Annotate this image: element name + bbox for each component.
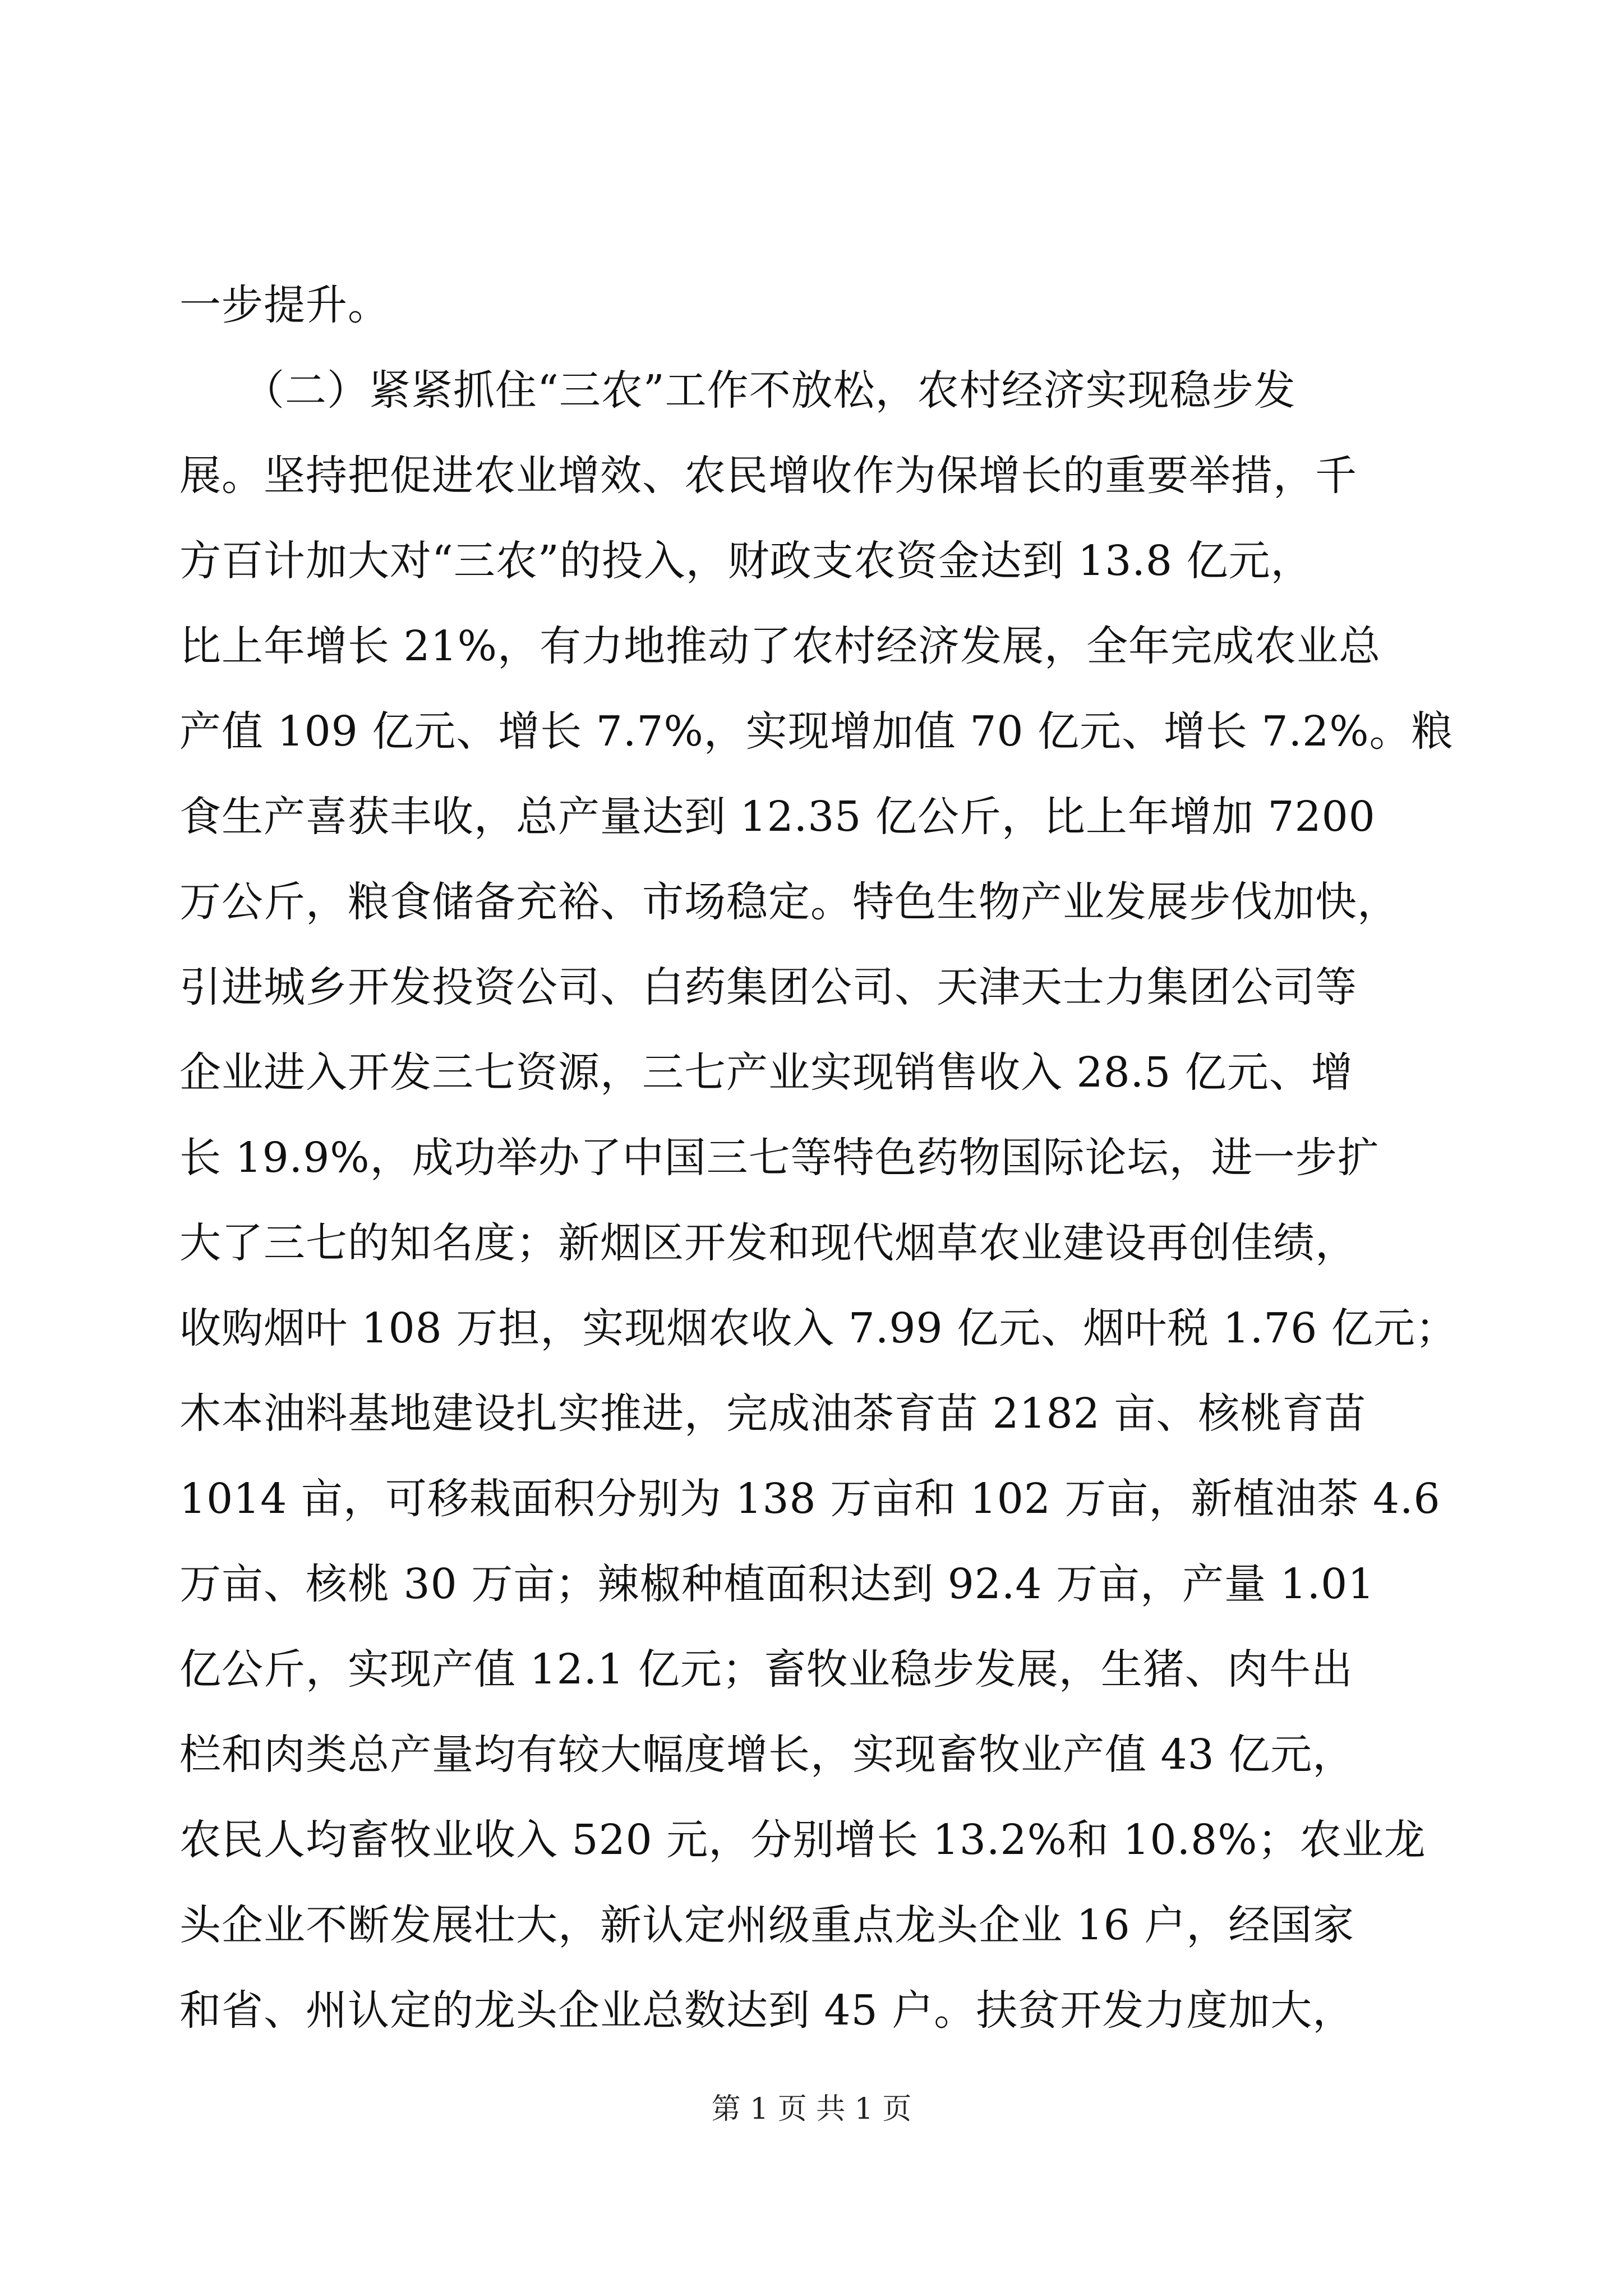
text-line: 食生产喜获丰收，总产量达到 12.35 亿公斤，比上年增加 7200 [179, 793, 1376, 841]
text-line: 亿公斤，实现产值 12.1 亿元；畜牧业稳步发展，生猪、肉牛出 [179, 1645, 1353, 1694]
text-line: 1014 亩，可移栽面积分别为 138 万亩和 102 万亩，新植油茶 4.6 [179, 1475, 1441, 1523]
text-line: 和省、州认定的龙头企业总数达到 45 户。扶贫开发力度加大， [179, 1986, 1355, 2035]
text-line: 收购烟叶 108 万担，实现烟农收入 7.99 亿元、烟叶税 1.76 亿元； [179, 1304, 1458, 1352]
body-text [179, 263, 1458, 2053]
text-line: 木本油料基地建设扎实推进，完成油茶育苗 2182 亩、核桃育苗 [179, 1389, 1367, 1438]
text-line: 长 19.9%，成功举办了中国三七等特色药物国际论坛，进一步扩 [179, 1134, 1380, 1182]
text-line: 引进城乡开发投资公司、白药集团公司、天津天士力集团公司等 [179, 963, 1357, 1011]
page-footer: 第 1 页 共 1 页 [711, 2092, 912, 2126]
text-line: 一步提升。 [179, 281, 390, 329]
text-line: 农民人均畜牧业收入 520 元，分别增长 13.2%和 10.8%；农业龙 [179, 1816, 1426, 1864]
text-line: （二）紧紧抓住“三农”工作不放松，农村经济实现稳步发 [179, 366, 1296, 415]
text-line: 头企业不断发展壮大，新认定州级重点龙头企业 16 户，经国家 [179, 1901, 1355, 1949]
text-line: 比上年增长 21%，有力地推动了农村经济发展，全年完成农业总 [179, 622, 1381, 670]
text-line: 产值 109 亿元、增长 7.7%，实现增加值 70 亿元、增长 7.2%。粮 [179, 707, 1454, 756]
text-line: 万亩、核桃 30 万亩；辣椒种植面积达到 92.4 万亩，产量 1.01 [179, 1560, 1375, 1608]
text-line: 栏和肉类总产量均有较大幅度增长，实现畜牧业产值 43 亿元， [179, 1731, 1355, 1779]
text-line: 企业进入开发三七资源，三七产业实现销售收入 28.5 亿元、增 [179, 1048, 1353, 1097]
text-line: 万公斤，粮食储备充裕、市场稳定。特色生物产业发展步伐加快， [179, 878, 1399, 926]
text-line: 展。坚持把促进农业增效、农民增收作为保增长的重要举措，千 [179, 452, 1357, 500]
text-line: 大了三七的知名度；新烟区开发和现代烟草农业建设再创佳绩， [179, 1219, 1357, 1267]
text-line: 方百计加大对“三农”的投入，财政支农资金达到 13.8 亿元， [179, 537, 1313, 585]
